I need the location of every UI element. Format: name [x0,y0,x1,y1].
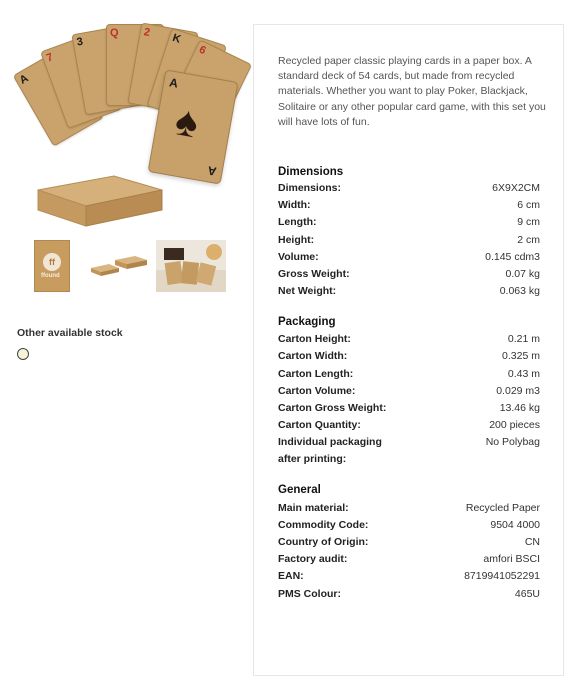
spec-label: Country of Origin: [278,536,369,548]
card-index: 6 [197,43,208,58]
card-index: 3 [75,35,84,49]
other-stock-label: Other available stock [17,327,123,339]
spec-value: 6 cm [517,199,540,211]
spec-row [278,266,540,283]
card-fan [17,18,238,179]
spec-value: 0.063 kg [499,285,540,297]
spec-row [278,500,540,517]
spec-value: 0.145 cdm3 [485,251,540,263]
general-title: General [278,484,321,496]
spec-value: 0.43 m [507,368,540,380]
spec-value: 8719941052291 [464,570,540,582]
spec-row [278,383,540,400]
spec-label: Main material: [278,502,349,514]
spec-row [278,348,540,365]
spec-label: Carton Gross Weight: [278,402,387,414]
spec-row [278,517,540,534]
spec-value: 0.029 m3 [496,385,540,397]
product-main-image[interactable] [17,18,228,230]
spec-row [278,232,540,249]
card-index: A [206,163,218,179]
spec-label: Carton Height: [278,333,351,345]
spec-row [278,283,540,300]
spec-label: Dimensions: [278,182,342,194]
spec-label: Gross Weight: [278,268,350,280]
spec-value: 9 cm [517,216,540,228]
spec-label: Carton Quantity: [278,419,361,431]
spec-row [278,331,540,348]
spec-row [278,400,540,417]
spec-row [278,534,540,551]
spec-label: Commodity Code: [278,519,369,531]
spec-row [278,249,540,266]
spec-value: Recycled Paper [465,502,540,514]
card-index: 7 [44,51,55,65]
card-index: A [168,75,180,91]
spec-row [278,434,540,468]
spec-label: PMS Colour: [278,588,341,600]
spec-value: amfori BSCI [483,553,540,565]
spec-value: CN [524,536,540,548]
spec-row [278,366,540,383]
spec-row [278,180,540,197]
spec-row [278,568,540,585]
dimensions-title: Dimensions [278,166,344,178]
paper-box-image [34,168,164,228]
ffound-logo: ff [43,253,61,271]
spec-value: 0.325 m [502,350,540,362]
spec-label: Width: [278,199,311,211]
thumbnail-logo-box[interactable] [34,240,70,292]
product-details-panel [253,24,564,676]
spec-label: Carton Width: [278,350,348,362]
spade-icon: ♠ [171,96,203,147]
spec-label: EAN: [278,570,304,582]
spec-label: Carton Volume: [278,385,356,397]
spec-row [278,214,540,231]
spec-label: Individual packaging after printing: [278,436,382,465]
spec-label: Carton Length: [278,368,354,380]
spec-value: 465U [514,588,540,600]
card-index: A [17,72,31,87]
spec-row [278,551,540,568]
spec-value: 2 cm [517,234,540,246]
spec-value: 200 pieces [489,419,540,431]
spec-value: 0.21 m [507,333,540,345]
spec-row [278,197,540,214]
thumbnail-boxes[interactable] [89,240,151,292]
thumbnail-lifestyle[interactable] [156,240,226,292]
spec-label: Volume: [278,251,319,263]
spec-value: 0.07 kg [505,268,540,280]
card-index: 2 [142,26,151,39]
spec-row [278,586,540,603]
product-description: Recycled paper classic playing cards in a paper box. A standard deck of 54 cards, but made from recycled materials. Whether you want to play Poker, Blackjack, Solitaire or any other popular card game, with this set you will have lots of fun. [278,55,546,128]
thumbnail-strip [34,240,234,292]
spec-value: No Polybag [485,436,540,448]
spec-label: Factory audit: [278,553,348,565]
stock-option-radio[interactable] [17,348,29,360]
spec-label: Net Weight: [278,285,337,297]
spec-row [278,417,540,434]
ffound-logo-text: ffound [41,273,60,279]
spec-label: Length: [278,216,317,228]
spec-value: 13.46 kg [499,402,540,414]
packaging-title: Packaging [278,316,336,328]
spec-value: 6X9X2CM [492,182,540,194]
spec-value: 9504 4000 [490,519,540,531]
card-index: Q [110,27,119,39]
spec-label: Height: [278,234,315,246]
card-index: K [170,31,183,46]
